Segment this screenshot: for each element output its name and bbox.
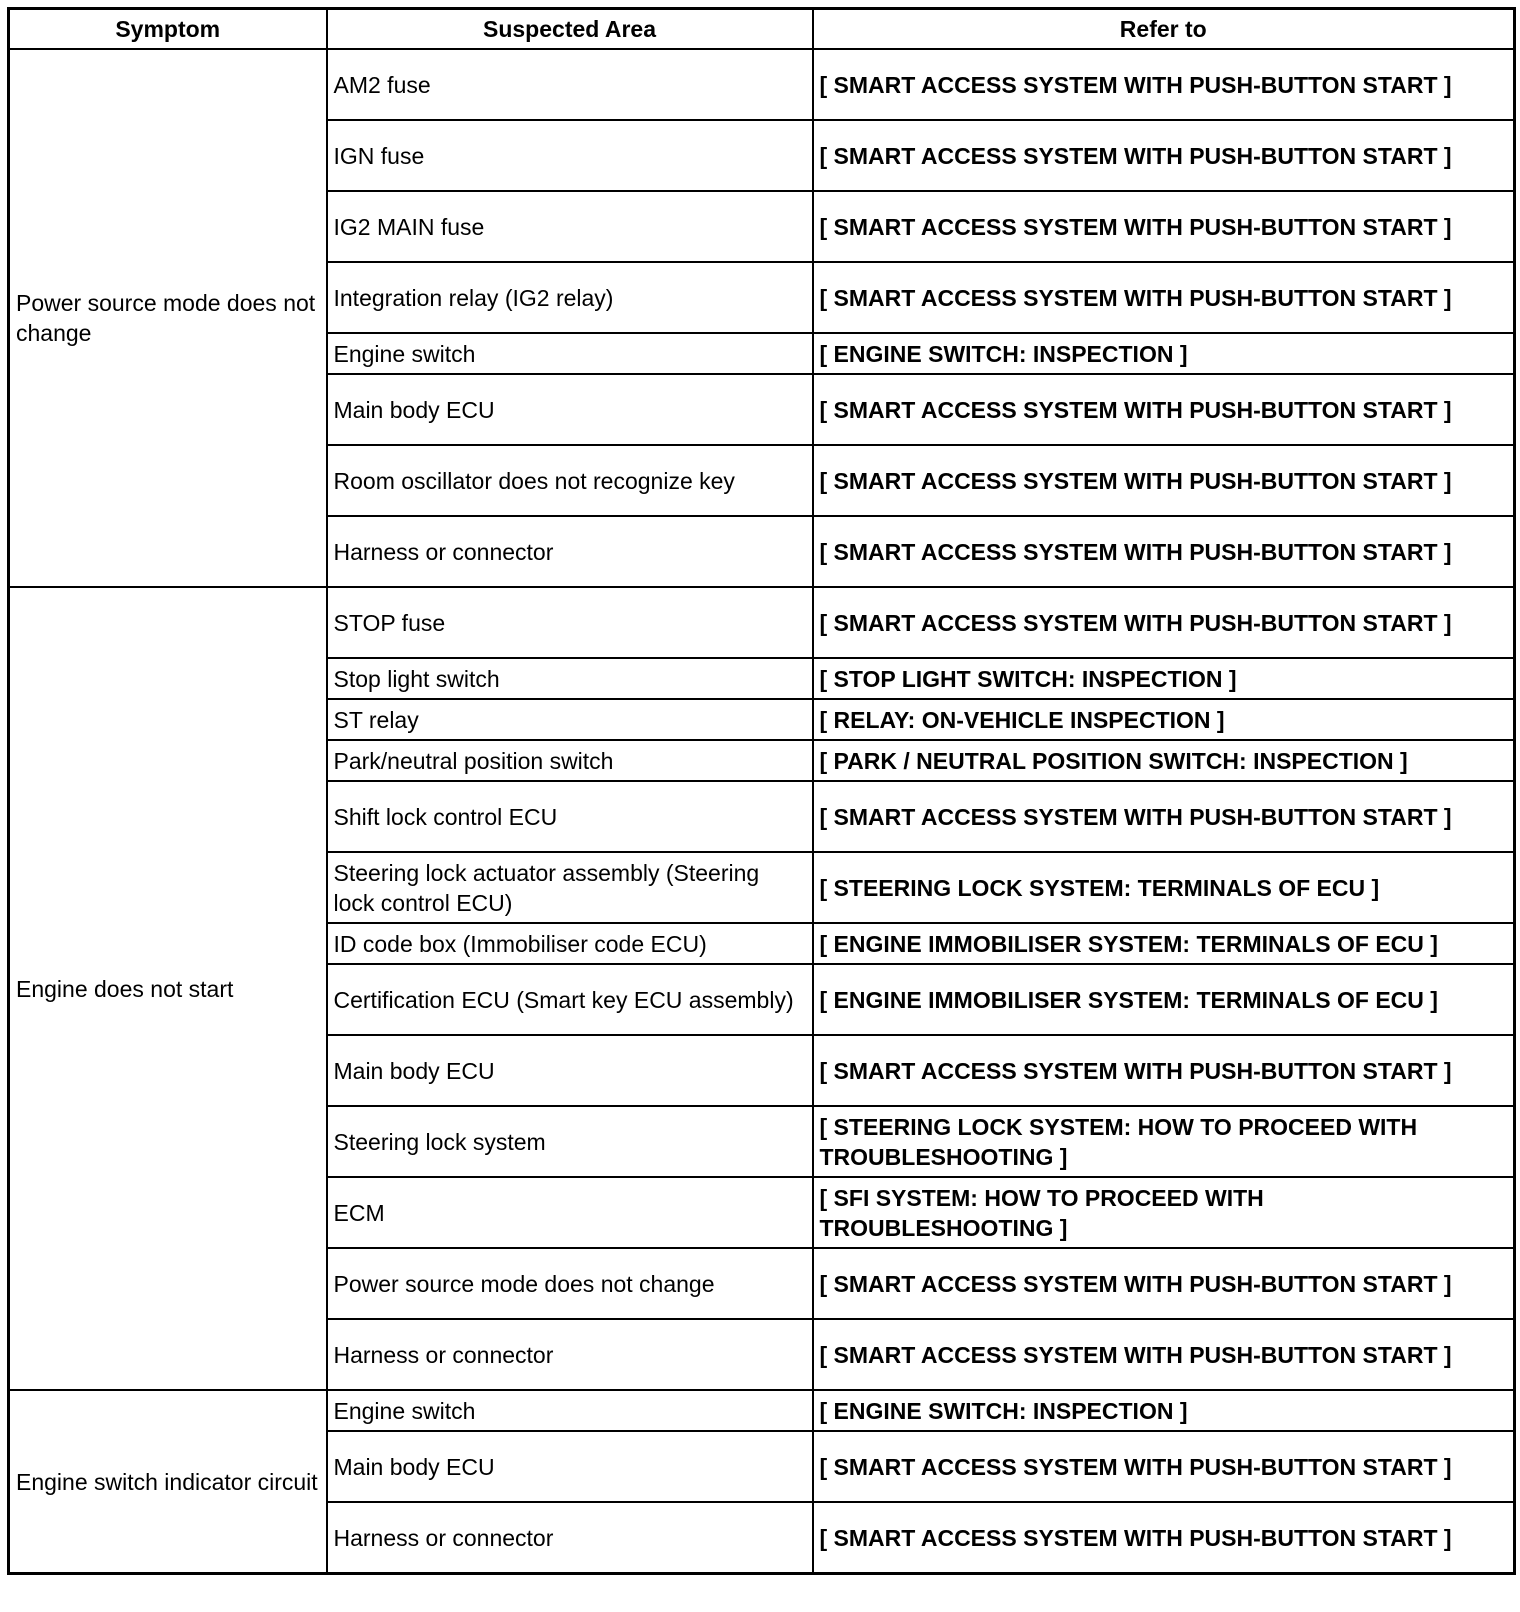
refer-to-link[interactable]: [ SMART ACCESS SYSTEM WITH PUSH-BUTTON START ] <box>813 1319 1515 1390</box>
header-suspected-area: Suspected Area <box>327 9 813 50</box>
table-row <box>9 587 1515 658</box>
suspected-area-cell: Main body ECU <box>327 1035 813 1106</box>
suspected-area-cell: Engine switch <box>327 1390 813 1431</box>
suspected-area-cell: Harness or connector <box>327 1319 813 1390</box>
suspected-area-cell: Harness or connector <box>327 516 813 587</box>
refer-to-link[interactable]: [ ENGINE SWITCH: INSPECTION ] <box>813 333 1515 374</box>
table-row <box>9 49 1515 120</box>
suspected-area-cell: Steering lock system <box>327 1106 813 1177</box>
refer-to-link[interactable]: [ SMART ACCESS SYSTEM WITH PUSH-BUTTON START ] <box>813 49 1515 120</box>
header-symptom: Symptom <box>9 9 327 50</box>
refer-to-link[interactable]: [ ENGINE IMMOBILISER SYSTEM: TERMINALS OF ECU ] <box>813 923 1515 964</box>
refer-to-link[interactable]: [ STEERING LOCK SYSTEM: HOW TO PROCEED WITH TROUBLESHOOTING ] <box>813 1106 1515 1177</box>
refer-to-link[interactable]: [ SMART ACCESS SYSTEM WITH PUSH-BUTTON START ] <box>813 1502 1515 1574</box>
refer-to-link[interactable]: [ PARK / NEUTRAL POSITION SWITCH: INSPECTION ] <box>813 740 1515 781</box>
refer-to-link[interactable]: [ SMART ACCESS SYSTEM WITH PUSH-BUTTON START ] <box>813 445 1515 516</box>
suspected-area-cell: Main body ECU <box>327 1431 813 1502</box>
suspected-area-cell: Room oscillator does not recognize key <box>327 445 813 516</box>
refer-to-link[interactable]: [ SMART ACCESS SYSTEM WITH PUSH-BUTTON START ] <box>813 374 1515 445</box>
refer-to-link[interactable]: [ SMART ACCESS SYSTEM WITH PUSH-BUTTON START ] <box>813 191 1515 262</box>
refer-to-link[interactable]: [ SMART ACCESS SYSTEM WITH PUSH-BUTTON START ] <box>813 262 1515 333</box>
troubleshooting-table <box>7 7 1516 1575</box>
refer-to-link[interactable]: [ RELAY: ON-VEHICLE INSPECTION ] <box>813 699 1515 740</box>
symptom-cell: Power source mode does not change <box>9 49 327 587</box>
table-row <box>9 1390 1515 1431</box>
suspected-area-cell: Power source mode does not change <box>327 1248 813 1319</box>
refer-to-link[interactable]: [ SMART ACCESS SYSTEM WITH PUSH-BUTTON START ] <box>813 1431 1515 1502</box>
suspected-area-cell: Integration relay (IG2 relay) <box>327 262 813 333</box>
suspected-area-cell: ID code box (Immobiliser code ECU) <box>327 923 813 964</box>
suspected-area-cell: ECM <box>327 1177 813 1248</box>
refer-to-link[interactable]: [ ENGINE IMMOBILISER SYSTEM: TERMINALS OF ECU ] <box>813 964 1515 1035</box>
suspected-area-cell: Steering lock actuator assembly (Steering lock control ECU) <box>327 852 813 923</box>
refer-to-link[interactable]: [ SMART ACCESS SYSTEM WITH PUSH-BUTTON START ] <box>813 781 1515 852</box>
suspected-area-cell: Park/neutral position switch <box>327 740 813 781</box>
refer-to-link[interactable]: [ SFI SYSTEM: HOW TO PROCEED WITH TROUBLESHOOTING ] <box>813 1177 1515 1248</box>
suspected-area-cell: Harness or connector <box>327 1502 813 1574</box>
table-body <box>9 49 1515 1574</box>
refer-to-link[interactable]: [ SMART ACCESS SYSTEM WITH PUSH-BUTTON START ] <box>813 1035 1515 1106</box>
refer-to-link[interactable]: [ STOP LIGHT SWITCH: INSPECTION ] <box>813 658 1515 699</box>
header-row <box>9 9 1515 50</box>
suspected-area-cell: Certification ECU (Smart key ECU assembly) <box>327 964 813 1035</box>
refer-to-link[interactable]: [ SMART ACCESS SYSTEM WITH PUSH-BUTTON START ] <box>813 516 1515 587</box>
symptom-cell: Engine does not start <box>9 587 327 1390</box>
suspected-area-cell: Stop light switch <box>327 658 813 699</box>
refer-to-link[interactable]: [ SMART ACCESS SYSTEM WITH PUSH-BUTTON START ] <box>813 1248 1515 1319</box>
refer-to-link[interactable]: [ ENGINE SWITCH: INSPECTION ] <box>813 1390 1515 1431</box>
refer-to-link[interactable]: [ STEERING LOCK SYSTEM: TERMINALS OF ECU ] <box>813 852 1515 923</box>
suspected-area-cell: Main body ECU <box>327 374 813 445</box>
symptom-cell: Engine switch indicator circuit <box>9 1390 327 1574</box>
suspected-area-cell: Engine switch <box>327 333 813 374</box>
refer-to-link[interactable]: [ SMART ACCESS SYSTEM WITH PUSH-BUTTON START ] <box>813 587 1515 658</box>
suspected-area-cell: Shift lock control ECU <box>327 781 813 852</box>
suspected-area-cell: IGN fuse <box>327 120 813 191</box>
suspected-area-cell: ST relay <box>327 699 813 740</box>
header-refer-to: Refer to <box>813 9 1515 50</box>
refer-to-link[interactable]: [ SMART ACCESS SYSTEM WITH PUSH-BUTTON START ] <box>813 120 1515 191</box>
suspected-area-cell: IG2 MAIN fuse <box>327 191 813 262</box>
suspected-area-cell: STOP fuse <box>327 587 813 658</box>
suspected-area-cell: AM2 fuse <box>327 49 813 120</box>
